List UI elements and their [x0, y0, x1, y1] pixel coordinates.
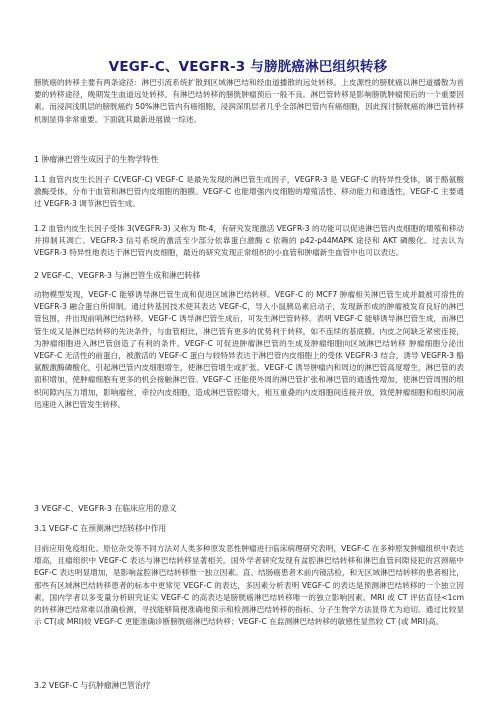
section-3-1-heading: 3.1 VEGF-C 在预测淋巴结转移中作用 [34, 524, 167, 533]
section-2-heading: 2 VEGF-C、VEGFR-3 与淋巴管生成和淋巴转移 [34, 271, 201, 280]
intro-paragraph: 膀胱癌的转移主要有两条途径：淋巴引流系统扩散到区域淋巴结和经血道播散的远处转移。上皮源性的膀胱癌以淋巴道播散为首要的转移途径，晚期发生血道远处转移。有淋巴结转移的膀胱肿瘤预后一般不良。淋巴管转移是影响膀胱肿瘤预后的一个重要因素。而浸润浅肌层的膀胱癌约 50%淋巴管内有癌细胞，浸润深肌层者几乎全部淋巴管内有癌细胞，因此探讨膀胱癌的淋巴管转移机制显得非常重要。下面就其最新进展做一综述。 [34, 78, 464, 124]
section-3-heading: 3 VEGF-C、VEGFR-3 在临床应用的意义 [34, 504, 177, 513]
section-2-paragraph: 动物模型发现，VEGF-C 能够诱导淋巴管生成和促进区域淋巴结转移。VEGF-C 的 MCF7 肿瘤相关淋巴管生成并最被可溶性的 VEGFR-3 融合蛋白所抑制。通过转基因技术使其表达 VEGF-C，导入小鼠胰岛素启动子，发现新形成的肿瘤被发育良好的淋巴管包围，并出现前哨淋巴结转移。VEGF-C 诱导淋巴管生成后，可发生淋巴管转移。表明 VEGF-C 能够诱导淋巴管生成，而淋巴管生成又是淋巴结转移的先决条件，与血管相比，淋巴管有更多的优势利于转移，如不连续的基底膜、内皮之间缺乏紧密连接，为肿瘤细胞进入淋巴管创造了有利的条件。VEGF-C 可促进肿瘤淋巴管的生成及肿瘤细胞向区域淋巴结转移 肿瘤细胞分泌出 VEGF-C 无活性的前蛋白，被激活的 VEGF-C 蛋白与较特异表达于淋巴管内皮细胞上的受体 VEGFR-3 结合，诱导 VEGFR-3 酪氨酸激酶磷酸化，引起淋巴管内皮细胞增生，使淋巴管增生或扩张。VEGF-C 诱导肿瘤内和周边的淋巴管高度增生，淋巴管的表面积增加，使肿瘤细胞有更多的机会接触淋巴管。VEGF-C 还能使外周的淋巴管扩张和淋巴管的通透性增加，使淋巴管周围的组织间隙内压力增加，影响瘤丝，牵拉内皮细胞，造成淋巴管腔增大，相互重叠的内皮细胞间连接开放，致使肿瘤细胞和组织间液迅速进入淋巴管发生转移。 [34, 290, 464, 409]
document-title: VEGF-C、VEGFR-3 与膀胱癌淋巴组织转移 [108, 59, 388, 75]
section-1-heading: 1 肿瘤淋巴管生成因子的生物学特性 [34, 155, 159, 164]
section-1-2-paragraph: 1.2 血管内皮生长因子受体 3(VEGFR-3) 又称为 flt-4，有研究发现激活 VEGFR-3 的功能可以促进淋巴管内皮细胞的增殖和移动并抑制其凋亡。VEGFR-3 信号系统的激活至少部分依靠蛋白激酶 c 依赖的 p42-p44MAPK 途径和 AKT 磷酸化。过去认为 VEGFR-3 特异性地表达于淋巴管内皮细胞，最近的研究发现正常组织的小血管和肿瘤新生血管中也可以表达。 [34, 224, 464, 258]
section-1-1-paragraph: 1.1 血管内皮生长因子 C(VEGF-C) VEGF-C 是最先发现的淋巴管生成因子，VEGFR-3 是 VEGF-C 的特异性受体，属于酪氨酸激酶受体，分布于血管和淋巴管内皮细胞的胞膜。VEGF-C 也能增强内皮细胞的增殖活性、移动能力和通透性，VEGF-C 主要通过 VEGFR-3 调节淋巴管生成。 [34, 175, 464, 209]
section-3-1-paragraph: 目前应用免疫组化、原位杂交等不同方法对人类多种原发恶性肿瘤进行临床病理研究表明，VEGF-C 在多种原发肿瘤组织中表达增高，且瘤组织中 VEGF-C 表达与淋巴结转移显著相关。国外学者研究发现有盆腔淋巴结转移和淋巴血管问隙侵犯的宫颈癌中 EGF-C 表达明显增加，是影响盆腔淋巴结转移惟一独立因素。直、结肠癌患者术前内镜活检，和无区域淋巴结转移的患者相比，那些有区域淋巴结转移患者的标本中更常见 VEGF-C 的表达，多因素分析表明 VEGF-C 的表达是预测淋巴结转移的一个独立因素。国内学者以多变量分析研究证实 VEGF-C 的高表达是膀胱癌淋巴结转移唯一的独立影响因素。MRI 或 CT 评估直径<1cm 的转移淋巴结常难以准确检测，寻找能够简便准确地预示和检测淋巴结转移的指标、分子生物学方法显得尤为迫切。通过比较显示 CT(或 MRI)较 VEGF-C 更能准确诊断膀胱癌淋巴结转移；VEGF-C 在监测淋巴结转移的敏感性显然较 CT (或 MRI)高。 [34, 544, 464, 627]
section-3-2-heading: 3.2 VEGF-C 与抗肿瘤淋巴管治疗 [34, 681, 151, 690]
